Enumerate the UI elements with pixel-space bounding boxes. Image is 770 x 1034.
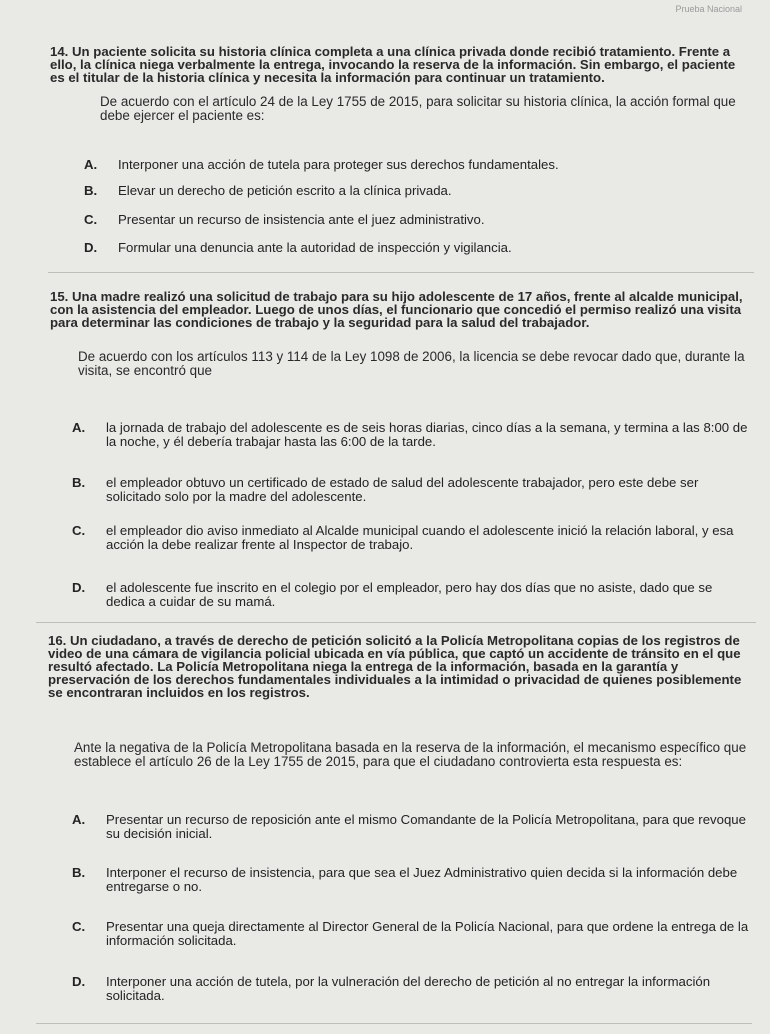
divider [36,1023,752,1024]
divider [36,622,756,623]
question-number: 16. [48,633,67,648]
question-stem [50,290,752,329]
option-letter: C. [72,523,86,538]
option-letter: D. [72,974,86,989]
option-letter: B. [72,865,86,880]
option-text: Interponer una acción de tutela para proteger sus derechos fundamentales. [118,157,559,172]
question-stem [50,45,752,84]
option-d[interactable] [72,975,752,1003]
question-lead: De acuerdo con el artículo 24 de la Ley 1755 de 2015, para solicitar su historia clínica, la acción formal que debe ejercer el paciente es: [100,94,736,123]
divider [48,272,754,273]
option-c[interactable] [72,524,752,552]
option-letter: B. [84,183,98,198]
option-text: el empleador obtuvo un certificado de estado de salud del adolescente trabajador, pero este debe ser solicitado solo por la madre del adolescente. [106,475,699,504]
option-d[interactable] [84,241,752,255]
option-letter: D. [72,580,86,595]
option-text: Presentar una queja directamente al Director General de la Policía Nacional, para que ordene la entrega de la información solicitada. [106,919,749,948]
option-text: Presentar un recurso de reposición ante el mismo Comandante de la Policía Metropolitana, para que revoque su decisión inicial. [106,812,746,841]
option-text: Interponer una acción de tutela, por la vulneración del derecho de petición al no entregar la información solicitada. [106,974,711,1003]
option-b[interactable] [72,476,752,504]
option-b[interactable] [84,184,752,198]
option-letter: A. [72,812,86,827]
option-d[interactable] [72,581,752,609]
option-text: Formular una denuncia ante la autoridad de inspección y vigilancia. [118,240,512,255]
option-a[interactable] [84,158,752,172]
option-c[interactable] [84,213,752,227]
option-letter: A. [84,157,98,172]
option-text: Presentar un recurso de insistencia ante el juez administrativo. [118,212,485,227]
question-number: 15. [50,289,69,304]
question-stem-text: Un paciente solicita su historia clínica completa a una clínica privada donde recibió tratamiento. Frente a ello, la clínica niega verbalmente la entrega, invocando la reserva de la información. Sin embargo, el paciente es el titular de la historia clínica y necesita la información para continuar un tratamiento. [50,44,736,85]
question-lead: Ante la negativa de la Policía Metropolitana basada en la reserva de la información, el mecanismo específico que establece el artículo 26 de la Ley 1755 de 2015, para que el ciudadano controvierta esta respuesta es: [74,740,747,769]
option-letter: A. [72,420,86,435]
option-text: la jornada de trabajo del adolescente es de seis horas diarias, cinco días a la semana, y termina a las 8:00 de la noche, y él debería trabajar hasta las 6:00 de la tarde. [106,420,748,449]
question-lead: De acuerdo con los artículos 113 y 114 de la Ley 1098 de 2006, la licencia se debe revocar dado que, durante la visita, se encontró que [78,349,745,378]
option-text: Interponer el recurso de insistencia, para que sea el Juez Administrativo quien decida si la información debe entregarse o no. [106,865,738,894]
question-number: 14. [50,44,69,59]
option-text: el empleador dio aviso inmediato al Alcalde municipal cuando el adolescente inició la relación laboral, y esa acción la debe realizar frente al Inspector de trabajo. [106,523,734,552]
option-a[interactable] [72,421,752,449]
option-b[interactable] [72,866,752,894]
option-a[interactable] [72,813,752,841]
option-c[interactable] [72,920,752,948]
question-stem-text: Una madre realizó una solicitud de trabajo para su hijo adolescente de 17 años, frente al alcalde municipal, con la asistencia del empleador. Luego de unos días, el funcionario que concedió el permiso realizó una visita para determinar las condiciones de trabajo y la seguridad para la salud del trabajador. [50,289,743,330]
option-text: Elevar un derecho de petición escrito a la clínica privada. [118,183,452,198]
question-stem [48,634,752,699]
question-stem-text: Un ciudadano, a través de derecho de petición solicitó a la Policía Metropolitana copias de los registros de video de una cámara de vigilancia policial ubicada en vía pública, que captó un accidente de tránsito en el que resultó afectado. La Policía Metropolitana niega la entrega de la información, basada en la garantía y preservación de los derechos fundamentales individuales a la intimidad o privacidad de quienes posiblemente se encontraran incluidos en los registros. [48,633,742,700]
option-letter: B. [72,475,86,490]
option-letter: C. [84,212,98,227]
option-letter: D. [84,240,98,255]
option-letter: C. [72,919,86,934]
option-text: el adolescente fue inscrito en el colegio por el empleador, pero hay dos días que no asiste, dado que se dedica a cuidar de su mamá. [106,580,713,609]
header-watermark: Prueba Nacional [675,4,742,14]
